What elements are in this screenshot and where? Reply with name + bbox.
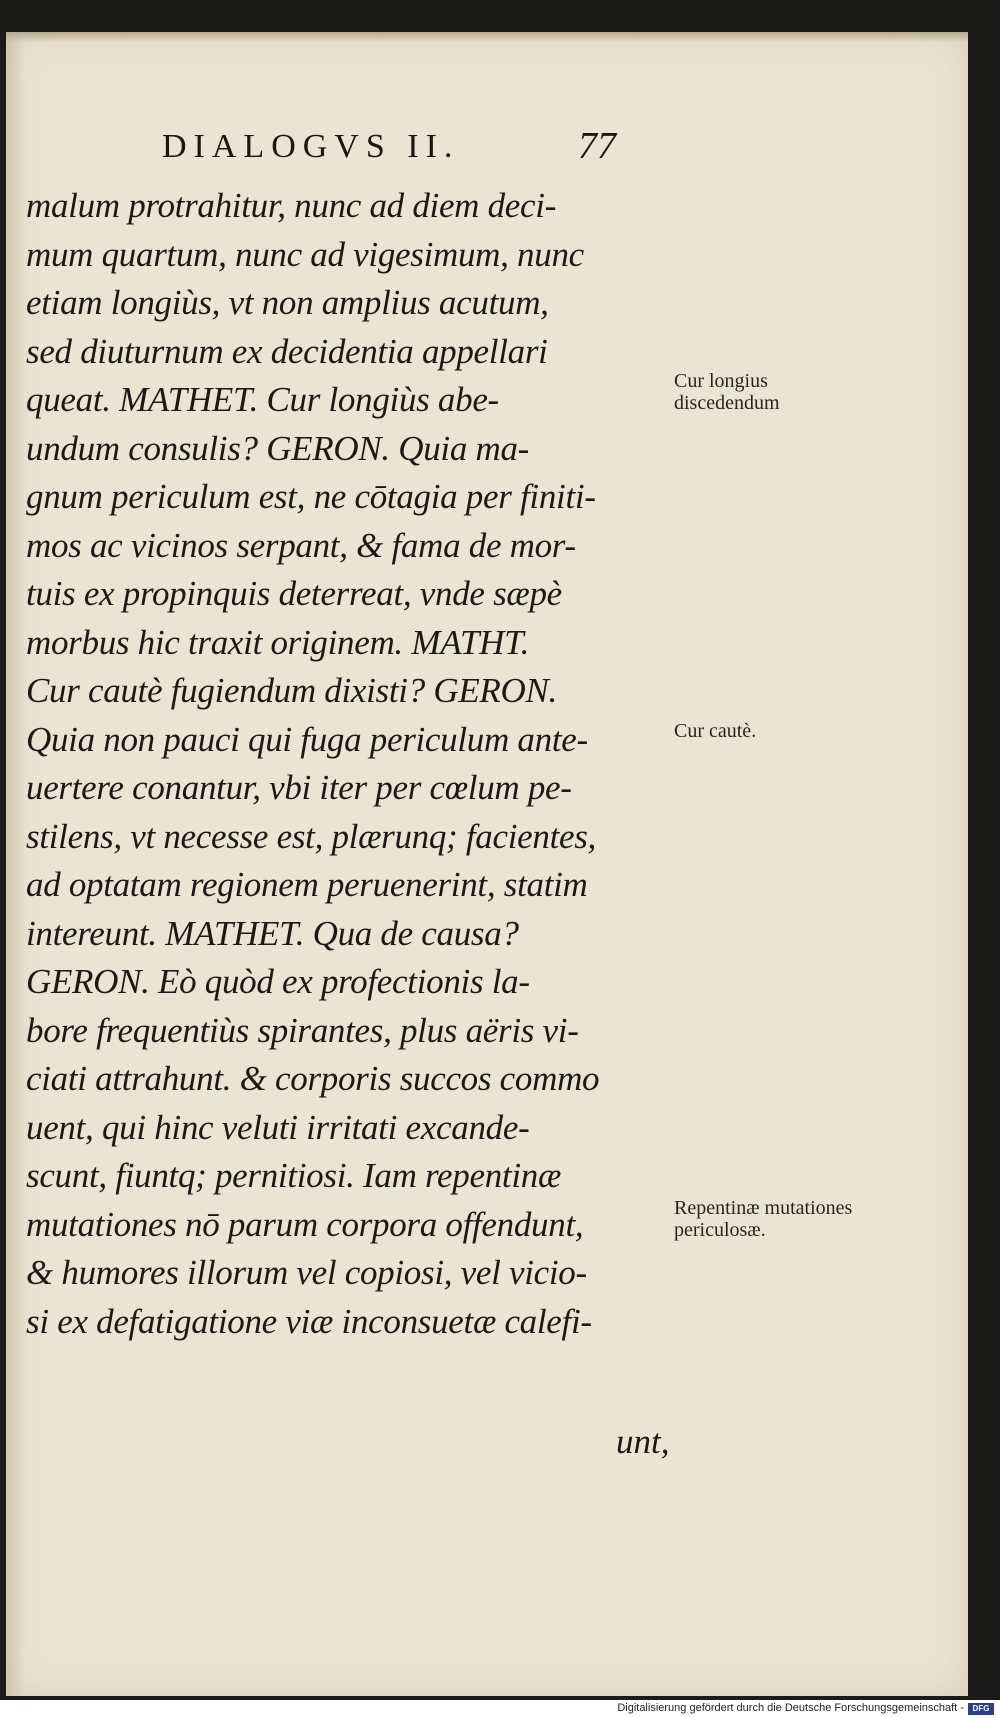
- text-line: morbus hic traxit originem. MATHT.: [26, 622, 530, 662]
- text-line: uent, qui hinc veluti irritati excande-: [26, 1107, 530, 1147]
- page-top-edge: [6, 32, 968, 42]
- footer-bar: [0, 1700, 1000, 1718]
- page-number: 77: [578, 125, 616, 167]
- text-line: stilens, vt necesse est, plærunq; facientes,: [26, 816, 597, 856]
- margin-note: Cur cautè.: [674, 720, 757, 742]
- text-line: queat. MATHET. Cur longiùs abe-: [26, 380, 499, 419]
- text-line: GERON. Eò quòd ex profectionis la-: [26, 962, 530, 1001]
- text-line: bore frequentiùs spirantes, plus aëris vi-: [26, 1010, 579, 1050]
- text-line: ad optatam regionem peruenerint, statim: [26, 865, 588, 904]
- margin-note: Cur longius discedendum: [674, 370, 780, 414]
- body-text: [26, 182, 666, 1346]
- text-line: etiam longiùs, vt non amplius acutum,: [26, 283, 549, 322]
- text-line: gnum periculum est, ne cōtagia per finiti-: [26, 477, 596, 516]
- text-line: intereunt. MATHET. Qua de causa?: [26, 913, 519, 953]
- footer-credit: Digitalisierung gefördert durch die Deutsche Forschungsgemeinschaft -: [617, 1702, 964, 1714]
- text-line: tuis ex propinquis deterreat, vnde sæpè: [26, 574, 562, 613]
- text-line: malum protrahitur, nunc ad diem deci-: [26, 186, 557, 225]
- catchword: unt,: [616, 1422, 670, 1461]
- text-line: mum quartum, nunc ad vigesimum, nunc: [26, 234, 584, 274]
- margin-note: Repentinæ mutationes periculosæ.: [674, 1197, 853, 1241]
- text-line: mutationes nō parum corpora offendunt,: [26, 1204, 584, 1244]
- text-line: ciati attrahunt. & corporis succos commo: [26, 1059, 600, 1098]
- text-line: si ex defatigatione viæ inconsuetæ calefi-: [26, 1301, 592, 1341]
- page-header: [156, 122, 656, 172]
- text-line: Quia non pauci qui fuga periculum ante-: [26, 719, 588, 759]
- text-line: & humores illorum vel copiosi, vel vicio-: [26, 1253, 587, 1292]
- running-title: DIALOGVS II.: [162, 128, 460, 165]
- text-line: undum consulis? GERON. Quia ma-: [26, 428, 530, 468]
- book-page: [6, 32, 968, 1696]
- page-spine-shadow: [6, 32, 24, 1696]
- text-line: uertere conantur, vbi iter per cœlum pe-: [26, 768, 572, 807]
- text-line: mos ac vicinos serpant, & fama de mor-: [26, 525, 576, 565]
- text-line: scunt, fiuntq; pernitiosi. Iam repentinæ: [26, 1156, 561, 1195]
- dfg-logo: DFG: [968, 1703, 994, 1715]
- text-line: Cur cautè fugiendum dixisti? GERON.: [26, 671, 557, 710]
- text-line: sed diuturnum ex decidentia appellari: [26, 331, 548, 371]
